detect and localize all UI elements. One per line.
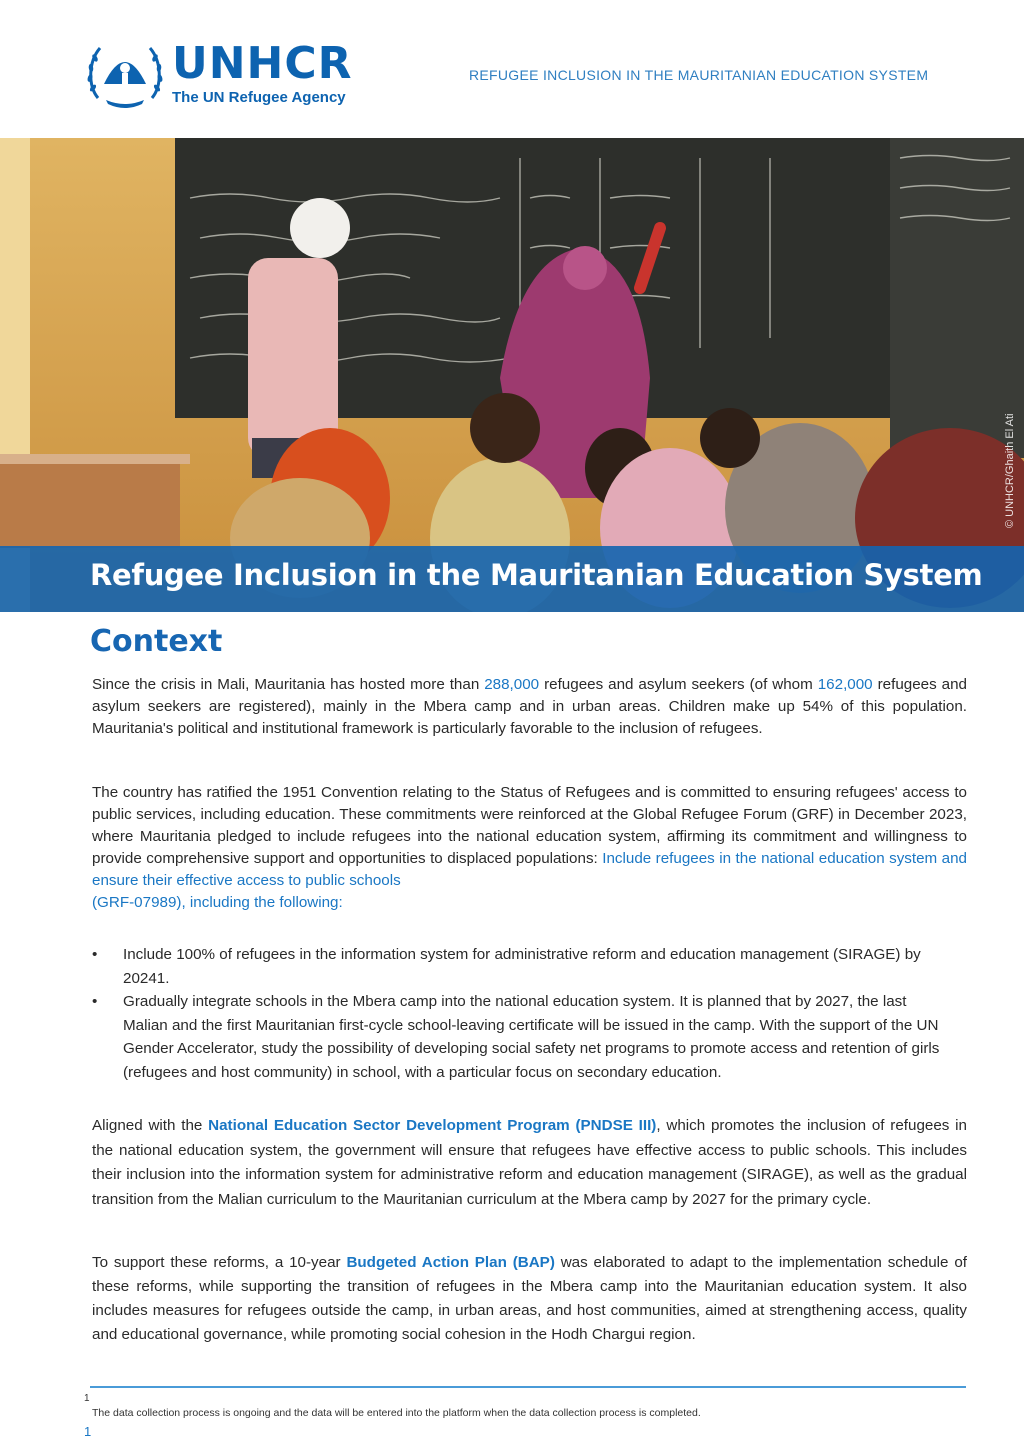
p4-text-b: was elaborated to adapt to the implementation schedule of these reforms, while supporting the transition of refugees in the Mbera camp into the Mauritanian education system. It also includes measures for refugees outside the camp, in urban areas, and host communities, aimed at strengthening access, quality and educational governance, while promoting social cohesion in the Hodh Chargui region. [92, 1254, 967, 1343]
paragraph-3 [92, 1114, 967, 1212]
footnote-number: 1 [84, 1393, 90, 1404]
logo-tagline: The UN Refugee Agency [172, 89, 346, 106]
paragraph-4 [92, 1251, 967, 1347]
hero-photo [0, 138, 1024, 612]
p3-text-a: Aligned with the [92, 1117, 209, 1134]
document-header-title: REFUGEE INCLUSION IN THE MAURITANIAN EDUCATION SYSTEM [469, 67, 929, 83]
pledge-bullet-list [92, 943, 952, 1084]
grf-pledge-link[interactable]: Include refugees in the national education system and ensure their effective access to public schools [92, 850, 968, 889]
photo-credit: © UNHCR/Ghaith El Ati [1004, 413, 1016, 528]
unhcr-logo [84, 38, 353, 110]
stat-refugees-registered: 162,000 [817, 676, 873, 693]
grf-pledge-id-link[interactable]: (GRF-07989), including the following: [92, 894, 343, 911]
page-title: Refugee Inclusion in the Mauritanian Education System [90, 558, 983, 592]
p1-text-a: Since the crisis in Mali, Mauritania has hosted more than [92, 676, 485, 693]
page-number: 1 [84, 1424, 92, 1439]
logo-wordmark: UNHCR [172, 38, 353, 89]
p1-text-b: refugees and asylum seekers (of whom [539, 676, 818, 693]
paragraph-1 [92, 674, 967, 740]
section-heading-context: Context [90, 624, 223, 659]
pndse-link[interactable]: National Education Sector Development Program (PNDSE III) [208, 1117, 657, 1134]
footnote-divider [90, 1386, 966, 1388]
footnote-text: The data collection process is ongoing and the data will be entered into the platform when the data collection process is completed. [92, 1407, 701, 1419]
p4-text-a: To support these reforms, a 10-year [92, 1254, 347, 1271]
paragraph-2 [92, 782, 967, 914]
list-item: • Include 100% of refugees in the information system for administrative reform and education management (SIRAGE) by 20241. [92, 943, 952, 990]
footnote-reference[interactable]: 1 [156, 969, 166, 987]
classroom-photo-illustration [0, 138, 1024, 612]
stat-refugees-total: 288,000 [484, 676, 540, 693]
p2-text: The country has ratified the 1951 Convention relating to the Status of Refugees and is committed to ensuring refugees' access to public services, including education. These commitments were reinforced at the Global Refugee Forum (GRF) in December 2023, where Mauritania pledged to include refugees into the national education system, affirming its commitment and willingness to provide comprehensive support and opportunities to displaced populations: [92, 784, 967, 867]
p3-text-b: , which promotes the inclusion of refugees in the national education system, the government will ensure that refugees have effective access to public schools. This includes their inclusion into the information system for administrative reform and education management (SIRAGE), as well as the gradual transition from the Malian curriculum to the Mauritanian curriculum at the Mbera camp by 2027 for the primary cycle. [92, 1117, 967, 1208]
list-item: • Gradually integrate schools in the Mbera camp into the national education system. It is planned that by 2027, the last Malian and the first Mauritanian first-cycle school-leaving certificate will be issued in the camp. With the support of the UN Gender Accelerator, study the possibility of developing social safety net programs to promote access and retention of girls (refugees and host community) in school, with a particular focus on secondary education. [92, 990, 952, 1084]
unhcr-emblem-icon [84, 38, 166, 110]
bap-link[interactable]: Budgeted Action Plan (BAP) [346, 1254, 555, 1271]
p1-text-c: refugees and asylum seekers are registered), mainly in the Mbera camp and in urban areas. Children make up 54% of this population. Mauritania's political and institutional framework is particularly favorable to the inclusion of refugees. [92, 676, 967, 737]
title-banner [0, 546, 1024, 612]
